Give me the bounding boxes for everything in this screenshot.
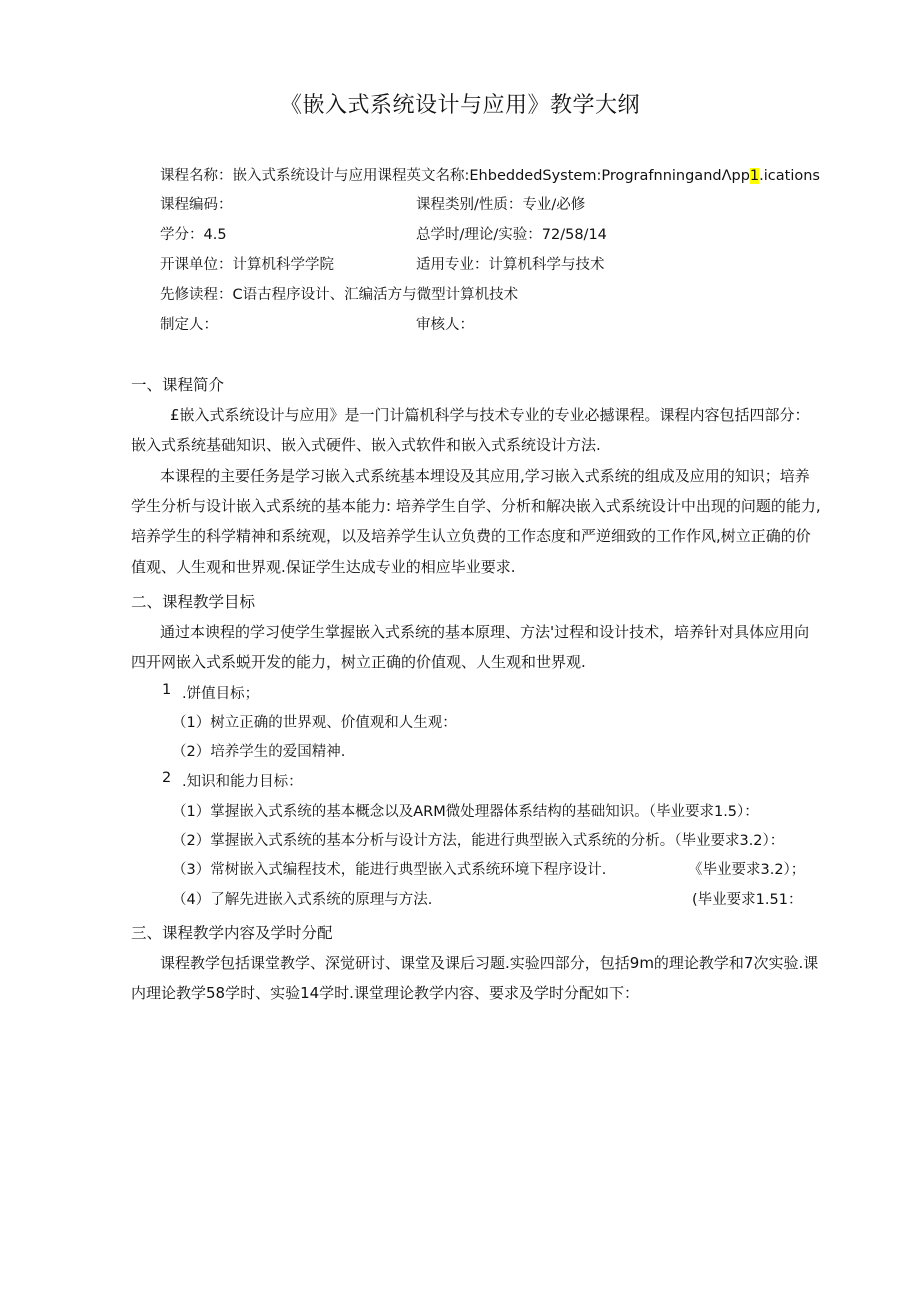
goal-label: .饼值目标； [182,686,260,702]
goal-item: （1）掌握嵌入式系统的基本概念以及ARM微处理器体系结构的基础知识。（毕业要求1.5）： [172,804,759,820]
goal-item: （4）了解先进嵌入式系统的原理与方法. [172,892,433,908]
paragraph-line: 培养学生的科学精神和系统观，以及培养学生认立负费的工作态度和严逆细致的工作作风,树立正确的价 [131,527,811,545]
goal-label: .知识和能力目标： [182,774,303,790]
paragraph-line: 通过本谀程的学习使学生掌握嵌入式系统的基本原理、方法'过程和设计技术，培养针对具体应用向 [160,623,810,641]
paragraph-line: 学生分析与设计嵌入式系统的基本能力: 培养学生自学、分析和解决嵌入式系统设计中出现的问题的能力, [131,497,821,515]
paragraph-line: 嵌入式系统基础知识、嵌入式硬件、嵌入式软件和嵌入式系统设计方法. [131,436,601,454]
course-name-text-suffix: .ications [759,168,820,184]
course-name-line [160,164,820,185]
prerequisite-label: 先修读程：C语古程序设计、汇编活方与微型计算机技术 [160,287,519,303]
goal-item: （1）树立正确的世界观、价值观和人生观： [172,715,457,731]
author-label: 制定人： [160,317,218,333]
course-code-label: 课程编码： [160,197,233,213]
highlighted-char: 1 [749,168,760,184]
major-label: 适用专业：计算机科学与技术 [416,257,605,273]
paragraph-line: 四开网嵌入式系蜕开发的能力，树立正确的价值观、人生观和世界观. [131,653,586,671]
paragraph-line: £嵌入式系统设计与应用》是一门计篇机科学与技术专业的专业必撼课程。课程内容包括四部分： [170,406,810,424]
graduation-requirement: 《毕业要求3.2）； [688,862,806,878]
section-heading-goals: 二、课程教学目标 [131,593,256,611]
hours-label: 总学时/理论/实验：72/58/14 [416,227,607,243]
graduation-requirement: (毕业要求1.51： [692,892,803,908]
goal-item: （3）常树嵌入式编程技术，能进行典型嵌入式系统环境下程序设计. [172,862,607,878]
paragraph-line: 值观、人生观和世界观.保证学生达成专业的相应毕业要求. [131,558,516,576]
goal-item: （2）培养学生的爱国精神. [172,744,346,760]
reviewer-label: 审核人： [416,317,474,333]
unit-label: 开课单位：计算机科学学院 [160,257,334,273]
goal-number: 1 [162,682,172,698]
section-heading-content: 三、课程教学内容及学时分配 [131,924,333,942]
document-title: 《嵌入式系统设计与应用》教学大纲 [279,93,640,118]
credit-label: 学分：4.5 [160,227,227,243]
goal-number: 2 [162,770,172,786]
paragraph-line: 内理论教学58学时、实验14学时.课堂理论教学内容、要求及学时分配如下： [131,984,639,1002]
goal-item: （2）掌握嵌入式系统的基本分析与设计方法，能进行典型嵌入式系统的分析。（毕业要求3.2）： [172,833,785,849]
course-type-label: 课程类别/性质：专业/必修 [416,197,586,213]
paragraph-line: 本课程的主要任务是学习嵌入式系统基本埋设及其应用,学习嵌入式系统的组成及应用的知识；培养 [160,467,810,485]
course-name-text: 课程名称：嵌入式系统设计与应用课程英文名称:EhbeddedSystem:PrografnningandΛpp [160,168,750,184]
section-heading-intro: 一、课程简介 [131,376,225,394]
paragraph-line: 课程教学包括课堂教学、深觉研讨、课堂及课后习题.实验四部分，包括9m的理论教学和7次实验.课 [160,954,819,972]
